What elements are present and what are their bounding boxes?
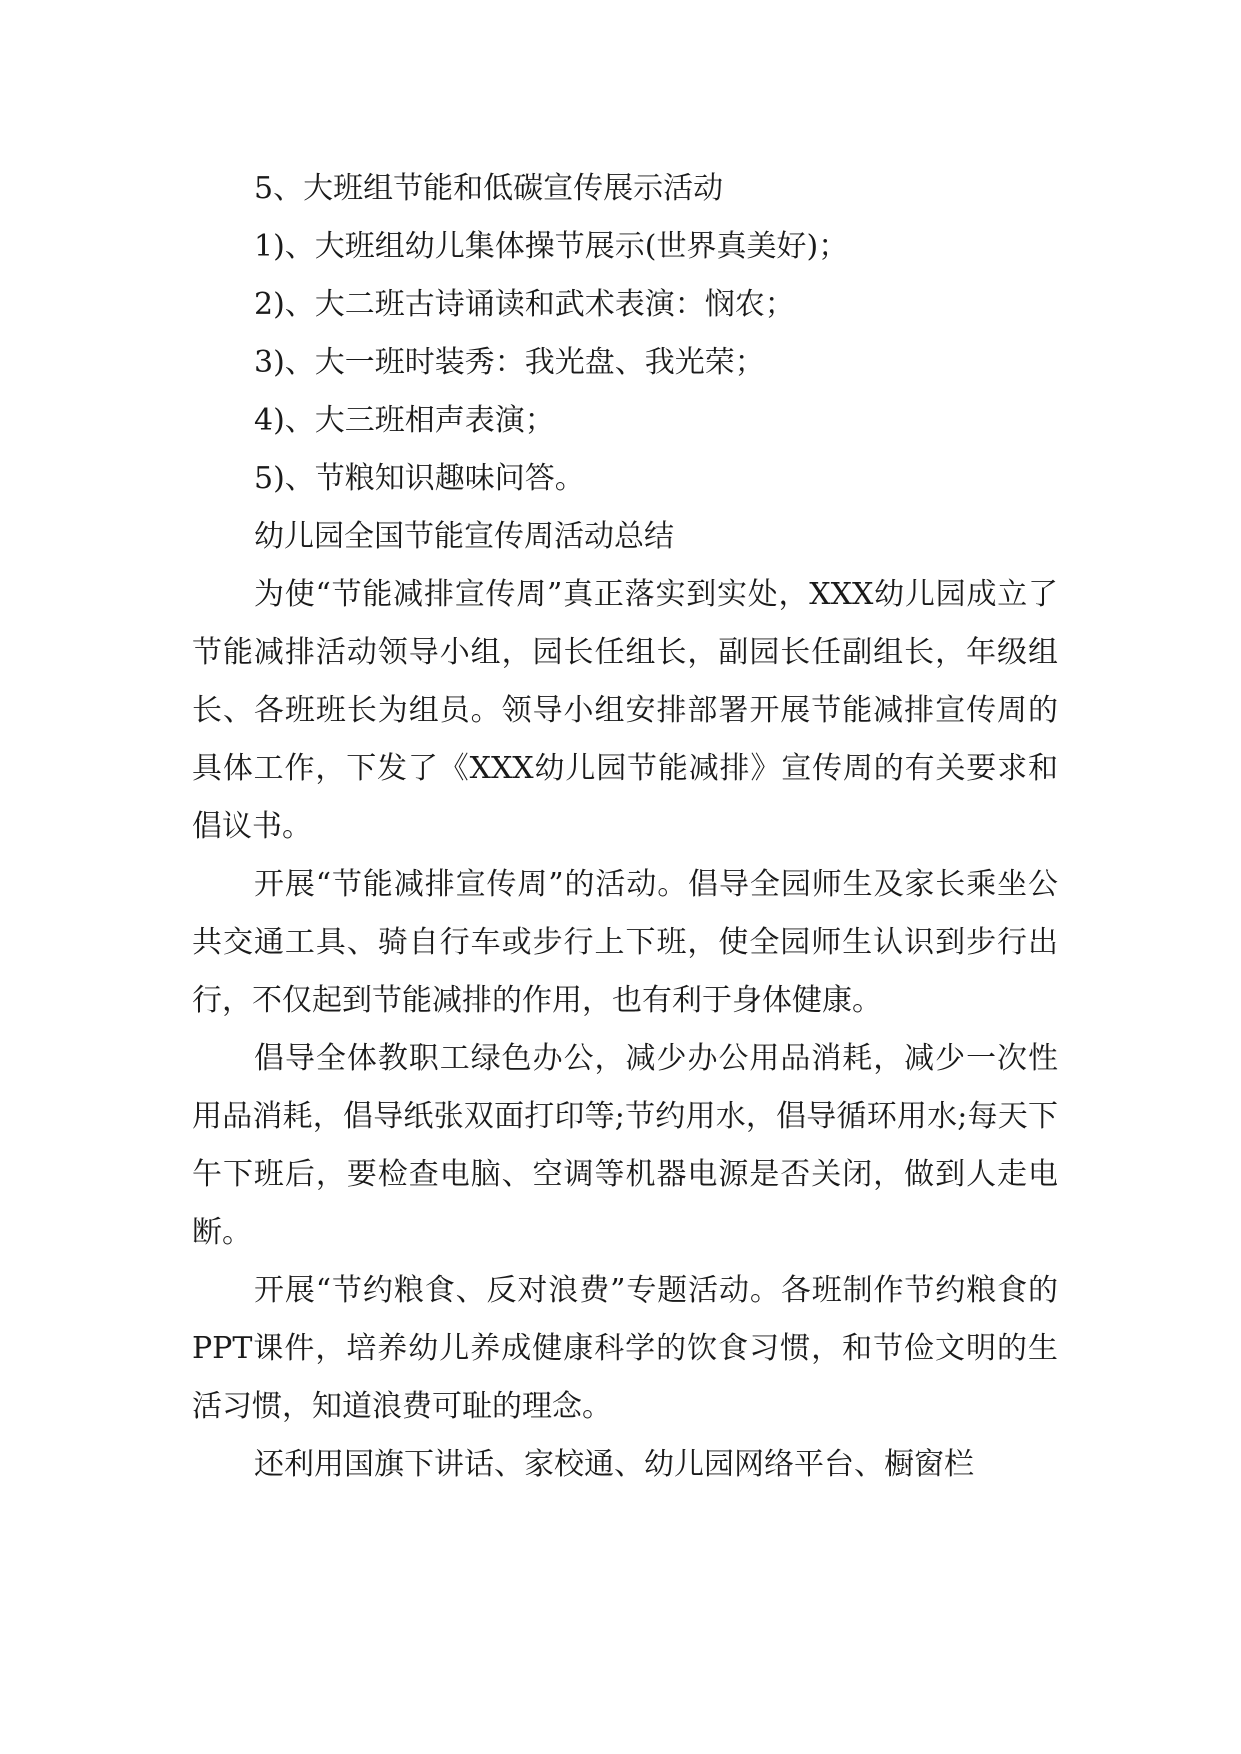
list-heading: 5、大班组节能和低碳宣传展示活动 (254, 171, 724, 206)
paragraph-leadership: 为使“节能减排宣传周”真正落实到实处，XXX幼儿园成立了节能减排活动领导小组，园长任组长，副园长任副组长，年级组长、各班班长为组员。领导小组安排部署开展节能减排宣传周的具体工作，下发了《XXX幼儿园节能减排》宣传周的有关要求和倡议书。 (192, 577, 1058, 844)
list-item: 1)、大班组幼儿集体操节展示(世界真美好)； (254, 229, 849, 264)
document-body (192, 160, 1058, 1494)
list-item: 4)、大三班相声表演； (254, 403, 555, 438)
list-item: 3)、大一班时装秀：我光盘、我光荣； (254, 345, 765, 380)
list-item: 5)、节粮知识趣味问答。 (254, 461, 585, 496)
paragraph-publicity: 还利用国旗下讲话、家校通、幼儿园网络平台、橱窗栏 (254, 1447, 974, 1482)
paragraph-green-office: 倡导全体教职工绿色办公，减少办公用品消耗，减少一次性用品消耗，倡导纸张双面打印等;节约用水，倡导循环用水;每天下午下班后，要检查电脑、空调等机器电源是否关闭，做到人走电断。 (192, 1041, 1058, 1250)
paragraph-green-commute: 开展“节能减排宣传周”的活动。倡导全园师生及家长乘坐公共交通工具、骑自行车或步行上下班，使全园师生认识到步行出行，不仅起到节能减排的作用，也有利于身体健康。 (192, 867, 1058, 1018)
section-title: 幼儿园全国节能宣传周活动总结 (254, 519, 674, 554)
paragraph-food-saving: 开展“节约粮食、反对浪费”专题活动。各班制作节约粮食的PPT课件，培养幼儿养成健康科学的饮食习惯，和节俭文明的生活习惯，知道浪费可耻的理念。 (192, 1273, 1058, 1424)
list-item: 2)、大二班古诗诵读和武术表演：悯农； (254, 287, 795, 322)
